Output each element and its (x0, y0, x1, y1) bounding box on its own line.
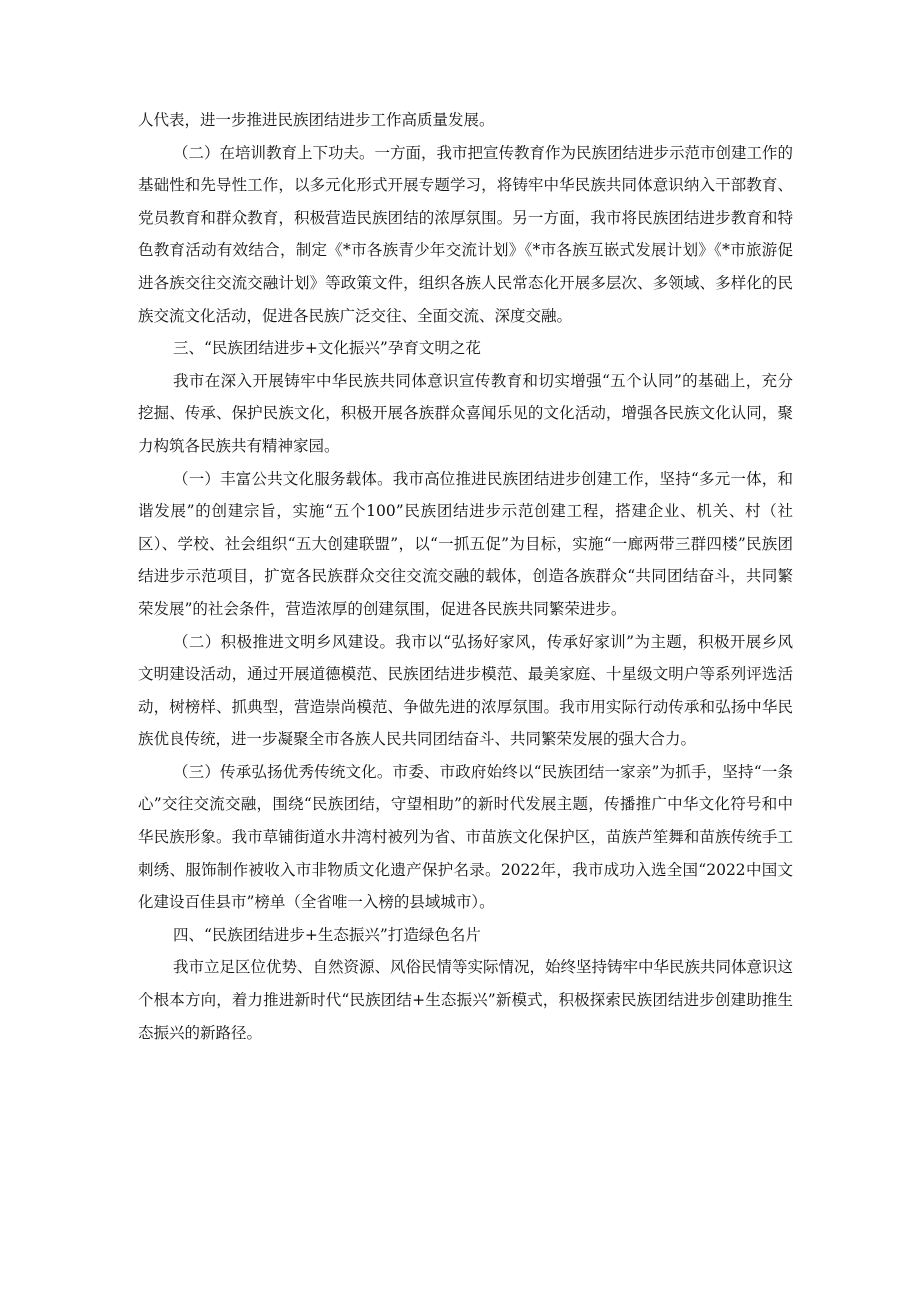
section-heading-culture: 三、“民族团结进步+文化振兴”孕育文明之花 (173, 339, 481, 358)
paragraph-continuation: 人代表，进一步推进民族团结进步工作高质量发展。 (138, 111, 495, 129)
paragraph-training-education: （二）在培训教育上下功夫。一方面，我市把宣传教育作为民族团结进步示范市创建工作的基础性和先导性工作，以多元化形式开展专题学习，将铸牢中华民族共同体意识纳入干部教育、党员教育和群众教育，积极营造民族团结的浓厚氛围。另一方面，我市将民族团结进步教育和特色教育活动有效结合，制定《*市各族青少年交流计划》《*市各族互嵌式发展计划》《*市旅游促进各族交往交流交融计划》等政策文件，组织各族人民常态化开展多层次、多领域、多样化的民族交流文化活动，促进各民族广泛交往、全面交流、深度交融。 (138, 143, 794, 325)
paragraph-civilized-customs: （二）积极推进文明乡风建设。我市以“弘扬好家风，传承好家训”为主题，积极开展乡风文明建设活动，通过开展道德模范、民族团结进步模范、最美家庭、十星级文明户等系列评选活动，树榜样、抓典型，营造崇尚模范、争做先进的浓厚氛围。我市用实际行动传承和弘扬中华民族优良传统，进一步凝聚全市各族人民共同团结奋斗、共同繁荣发展的强大合力。 (138, 632, 793, 749)
paragraph-traditional-culture: （三）传承弘扬优秀传统文化。市委、市政府始终以“民族团结一家亲”为抓手，坚持“一条心”交往交流交融，围绕“民族团结，守望相助”的新时代发展主题，传播推广中华文化符号和中华民族形象。我市草铺街道水井湾村被列为省、市苗族文化保护区，苗族芦笙舞和苗族传统手工刺绣、服饰制作被收入市非物质文化遗产保护名录。2022年，我市成功入选全国“2022中国文化建设百佳县市”榜单（全省唯一入榜的县域城市）。 (138, 762, 793, 912)
document-page (138, 104, 793, 1049)
section-heading-ecology: 四、“民族团结进步+生态振兴”打造绿色名片 (173, 925, 481, 944)
paragraph-public-culture: （一）丰富公共文化服务载体。我市高位推进民族团结进步创建工作，坚持“多元一体，和谐发展”的创建宗旨，实施“五个100”民族团结进步示范创建工程，搭建企业、机关、村（社区）、学校、社会组织“五大创建联盟”，以“一抓五促”为目标，实施“一廊两带三群四楼”民族团结进步示范项目，扩宽各民族群众交往交流交融的载体，创造各族群众“共同团结奋斗，共同繁荣发展”的社会条件，营造浓厚的创建氛围，促进各民族共同繁荣进步。 (138, 469, 793, 618)
paragraph-ecology-intro: 我市立足区位优势、自然资源、风俗民情等实际情况，始终坚持铸牢中华民族共同体意识这个根本方向，着力推进新时代“民族团结+生态振兴”新模式，积极探索民族团结进步创建助推生态振兴的新路径。 (138, 958, 794, 1042)
paragraph-culture-intro: 我市在深入开展铸牢中华民族共同体意识宣传教育和切实增强“五个认同”的基础上，充分挖掘、传承、保护民族文化，积极开展各族群众喜闻乐见的文化活动，增强各民族文化认同，聚力构筑各民族共有精神家园。 (138, 371, 793, 455)
